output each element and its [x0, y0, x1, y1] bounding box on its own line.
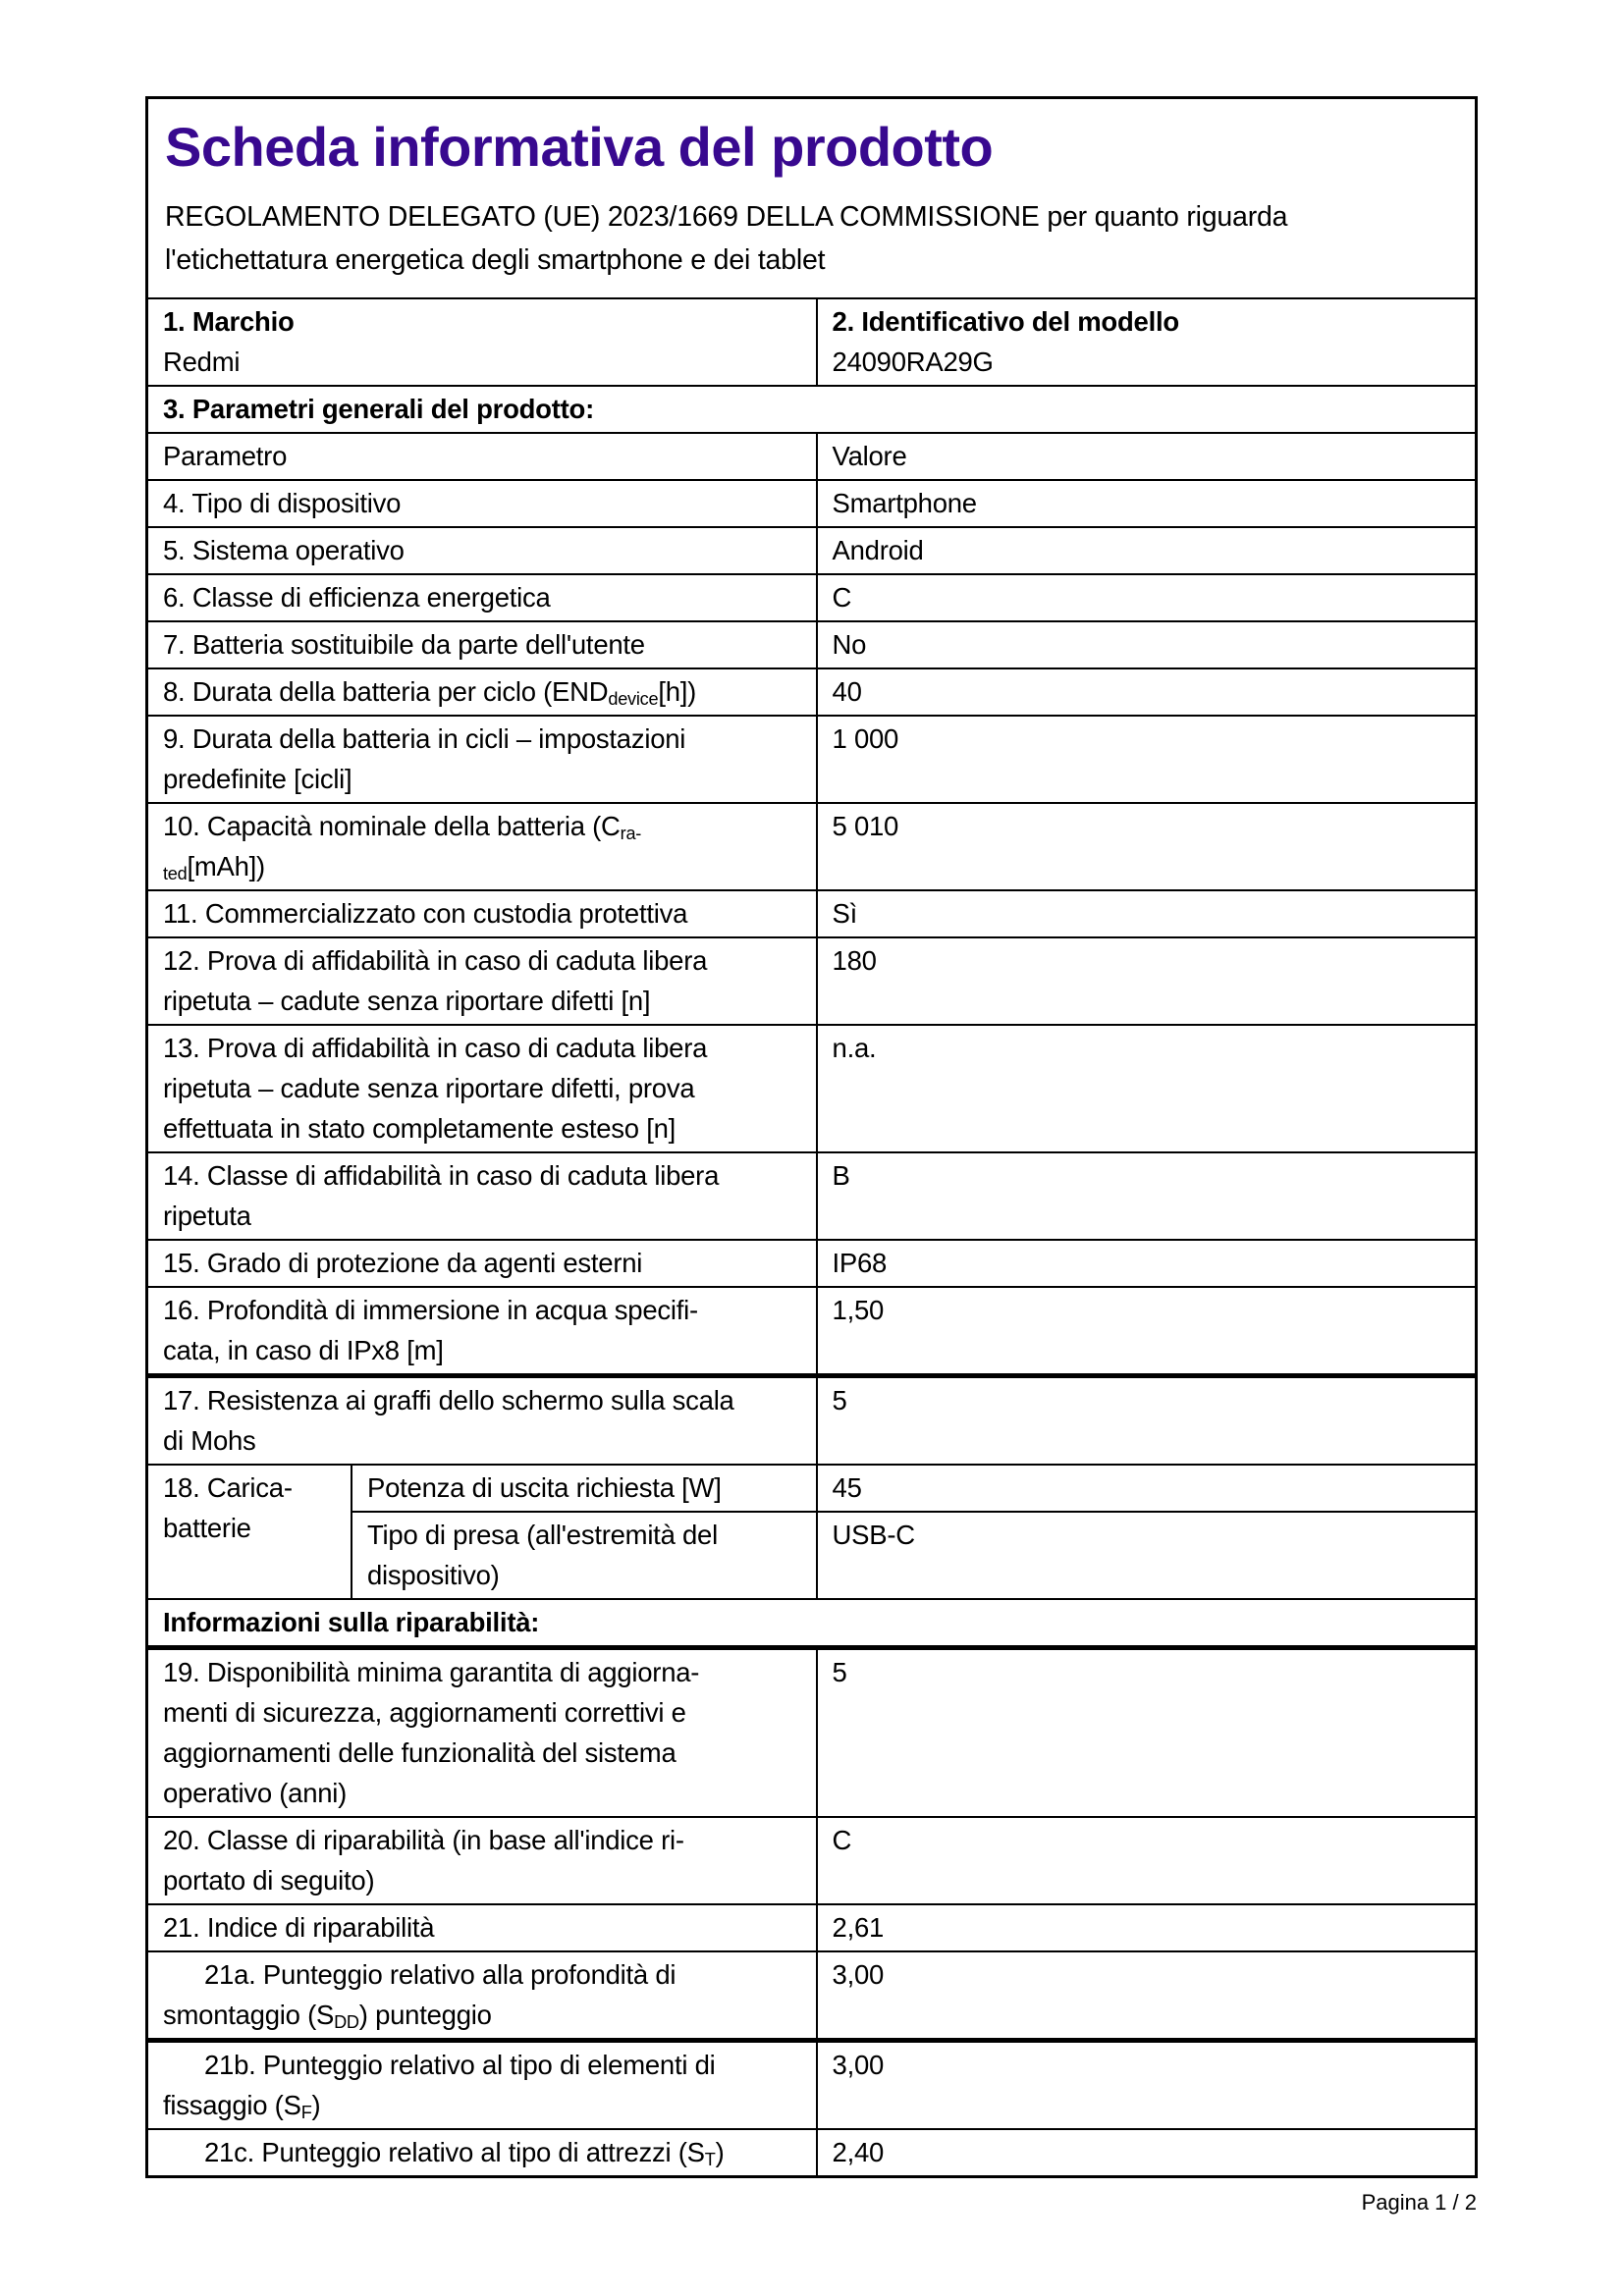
free-fall-reliability-class-value: B	[816, 1151, 1475, 1239]
label-line: 9. Durata della batteria in cicli – impostazioni	[163, 723, 686, 755]
battery-endurance-per-cycle-value: 40	[816, 667, 1475, 715]
label-line: fissaggio $(S_F)$	[163, 2090, 321, 2123]
label-line: 20. Classe di riparabilità (in base all'indice ri-	[163, 1825, 684, 1856]
subscript: T	[704, 2150, 716, 2170]
tools-type-score-value: 2,40	[816, 2128, 1475, 2175]
free-fall-reliability-class-label	[148, 1151, 816, 1239]
label-line: 14. Classe di affidabilità in caso di caduta libera	[163, 1160, 720, 1192]
fasteners-type-score-row	[148, 2038, 1475, 2128]
label-line: predefinite [cicli]	[163, 764, 352, 795]
section-general-parameters-row	[148, 385, 1475, 432]
label-line: di Mohs	[163, 1425, 256, 1457]
battery-rated-capacity-row	[148, 802, 1475, 889]
subscript: ra-	[620, 824, 642, 844]
sheet-header	[148, 99, 1475, 299]
label-line: ripetuta – cadute senza riportare difetti, prova	[163, 1073, 695, 1104]
energy-efficiency-class-value: C	[816, 573, 1475, 620]
label-line: effettuata in stato completamente esteso [n]	[163, 1113, 677, 1145]
label-line: dispositivo)	[367, 1560, 500, 1591]
section-general-parameters-heading: 3. Parametri generali del prodotto:	[148, 385, 1475, 432]
battery-endurance-cycles-label	[148, 715, 816, 802]
label-line: 21c. Punteggio relativo al tipo di attrezzi $(S_T)$	[204, 2137, 725, 2170]
brand-heading: 1. Marchio	[163, 306, 295, 338]
charger-label	[148, 1464, 351, 1598]
model-value: 24090RA29G	[832, 347, 994, 378]
charger-output-power-value: 45	[816, 1464, 1475, 1511]
label-line: 6. Classe di efficienza energetica	[163, 582, 551, 614]
free-fall-reliability-extended-label	[148, 1024, 816, 1151]
charger-row-1	[148, 1464, 1475, 1511]
label-line: 21a. Punteggio relativo alla profondità di	[204, 1959, 677, 1991]
protective-case-included-label	[148, 889, 816, 936]
battery-user-replaceable-label	[148, 620, 816, 667]
ingress-protection-rating-label	[148, 1239, 816, 1286]
label-line: batterie	[163, 1513, 251, 1544]
label-line: cata, in caso di IPx8 [m]	[163, 1335, 444, 1366]
spec-table-body	[148, 299, 1475, 2175]
guaranteed-updates-years-label	[148, 1645, 816, 1816]
model-cell	[816, 299, 1475, 385]
guaranteed-updates-years-row	[148, 1645, 1475, 1816]
label-line: Tipo di presa (all'estremità del	[367, 1520, 718, 1551]
label-line: portato di seguito)	[163, 1865, 375, 1896]
guaranteed-updates-years-value: 5	[816, 1645, 1475, 1816]
free-fall-reliability-label	[148, 936, 816, 1024]
param-header-label	[148, 432, 816, 479]
ingress-protection-rating-row	[148, 1239, 1475, 1286]
device-type-value: Smartphone	[816, 479, 1475, 526]
section-repairability-heading: Informazioni sulla riparabilità:	[148, 1598, 1475, 1645]
label-line: ripetuta	[163, 1201, 251, 1232]
battery-user-replaceable-row	[148, 620, 1475, 667]
label-line: 8. Durata della batteria per ciclo $(END_{device}[h])$	[163, 676, 697, 710]
free-fall-reliability-row	[148, 936, 1475, 1024]
label-line: 12. Prova di affidabilità in caso di caduta libera	[163, 945, 708, 977]
section-repairability-row	[148, 1598, 1475, 1645]
scratch-resistance-mohs-label	[148, 1373, 816, 1464]
tools-type-score-row	[148, 2128, 1475, 2175]
label-line: 16. Profondità di immersione in acqua specifi-	[163, 1295, 698, 1326]
label-line: 17. Resistenza ai graffi dello schermo sulla scala	[163, 1385, 734, 1416]
repairability-index-value: 2,61	[816, 1903, 1475, 1950]
scratch-resistance-mohs-row	[148, 1373, 1475, 1464]
battery-endurance-cycles-value: 1 000	[816, 715, 1475, 802]
spec-table	[148, 299, 1475, 2175]
label-line: 7. Batteria sostituibile da parte dell'utente	[163, 629, 645, 661]
label-line: 13. Prova di affidabilità in caso di caduta libera	[163, 1033, 708, 1064]
battery-rated-capacity-label	[148, 802, 816, 889]
subscript: F	[300, 2103, 312, 2123]
free-fall-reliability-class-row	[148, 1151, 1475, 1239]
label-line: operativo (anni)	[163, 1778, 348, 1809]
label-line: 10. Capacità nominale della batteria ($C_{ra-}$	[163, 811, 642, 844]
label-line: 4. Tipo di dispositivo	[163, 488, 402, 519]
label-line: ripetuta – cadute senza riportare difetti [n]	[163, 986, 651, 1017]
energy-efficiency-class-row	[148, 573, 1475, 620]
model-heading: 2. Identificativo del modello	[832, 306, 1179, 338]
device-type-label	[148, 479, 816, 526]
label-line: 21. Indice di riparabilità	[163, 1912, 435, 1944]
disassembly-depth-score-label	[148, 1950, 816, 2038]
battery-endurance-per-cycle-label	[148, 667, 816, 715]
brand-model-row	[148, 299, 1475, 385]
immersion-depth-label	[148, 1286, 816, 1373]
free-fall-reliability-value: 180	[816, 936, 1475, 1024]
product-information-sheet	[145, 96, 1478, 2178]
protective-case-included-row	[148, 889, 1475, 936]
label-line: Parametro	[163, 441, 288, 472]
subscript: ted	[163, 864, 188, 884]
repairability-class-value: C	[816, 1816, 1475, 1903]
charger-plug-type-value: USB-C	[816, 1511, 1475, 1598]
label-line: smontaggio $(S_{DD})$ punteggio	[163, 2000, 492, 2033]
label-line: 18. Carica-	[163, 1472, 293, 1504]
battery-endurance-per-cycle-row	[148, 667, 1475, 715]
label-line: Potenza di uscita richiesta [W]	[367, 1472, 722, 1504]
label-line: 19. Disponibilità minima garantita di aggiorna-	[163, 1657, 700, 1688]
label-line: $_{ted}$[mAh])	[163, 851, 265, 884]
param-header-row	[148, 432, 1475, 479]
scratch-resistance-mohs-value: 5	[816, 1373, 1475, 1464]
operating-system-value: Android	[816, 526, 1475, 573]
disassembly-depth-score-value: 3,00	[816, 1950, 1475, 2038]
repairability-index-label	[148, 1903, 816, 1950]
repairability-index-row	[148, 1903, 1475, 1950]
charger-plug-type-label	[351, 1511, 816, 1598]
disassembly-depth-score-row	[148, 1950, 1475, 2038]
subscript: device	[608, 689, 659, 710]
regulation-subtitle-line1: REGOLAMENTO DELEGATO (UE) 2023/1669 DELLA COMMISSIONE per quanto riguarda	[165, 201, 1288, 234]
tools-type-score-label	[148, 2128, 816, 2175]
fasteners-type-score-label	[148, 2038, 816, 2128]
protective-case-included-value: Sì	[816, 889, 1475, 936]
page-title: Scheda informativa del prodotto	[165, 116, 994, 178]
param-header-value: Valore	[816, 432, 1475, 479]
battery-endurance-cycles-row	[148, 715, 1475, 802]
operating-system-row	[148, 526, 1475, 573]
free-fall-reliability-extended-row	[148, 1024, 1475, 1151]
regulation-subtitle-line2: l'etichettatura energetica degli smartphone e dei tablet	[165, 244, 826, 277]
brand-value: Redmi	[163, 347, 241, 378]
device-type-row	[148, 479, 1475, 526]
brand-cell	[148, 299, 816, 385]
free-fall-reliability-extended-value: n.a.	[816, 1024, 1475, 1151]
label-line: aggiornamenti delle funzionalità del sistema	[163, 1737, 677, 1769]
charger-output-power-label	[351, 1464, 816, 1511]
label-line: 5. Sistema operativo	[163, 535, 405, 566]
fasteners-type-score-value: 3,00	[816, 2038, 1475, 2128]
battery-rated-capacity-value: 5 010	[816, 802, 1475, 889]
regulation-subtitle	[165, 195, 1458, 282]
immersion-depth-row	[148, 1286, 1475, 1373]
label-line: 11. Commercializzato con custodia protettiva	[163, 898, 688, 930]
operating-system-label	[148, 526, 816, 573]
repairability-class-row	[148, 1816, 1475, 1903]
page-number: Pagina 1 / 2	[1361, 2190, 1477, 2216]
label-line: 21b. Punteggio relativo al tipo di elementi di	[204, 2050, 716, 2081]
energy-efficiency-class-label	[148, 573, 816, 620]
battery-user-replaceable-value: No	[816, 620, 1475, 667]
ingress-protection-rating-value: IP68	[816, 1239, 1475, 1286]
label-line: menti di sicurezza, aggiornamenti correttivi e	[163, 1697, 686, 1729]
immersion-depth-value: 1,50	[816, 1286, 1475, 1373]
repairability-class-label	[148, 1816, 816, 1903]
subscript: DD	[334, 2012, 359, 2033]
label-line: 15. Grado di protezione da agenti esterni	[163, 1248, 643, 1279]
